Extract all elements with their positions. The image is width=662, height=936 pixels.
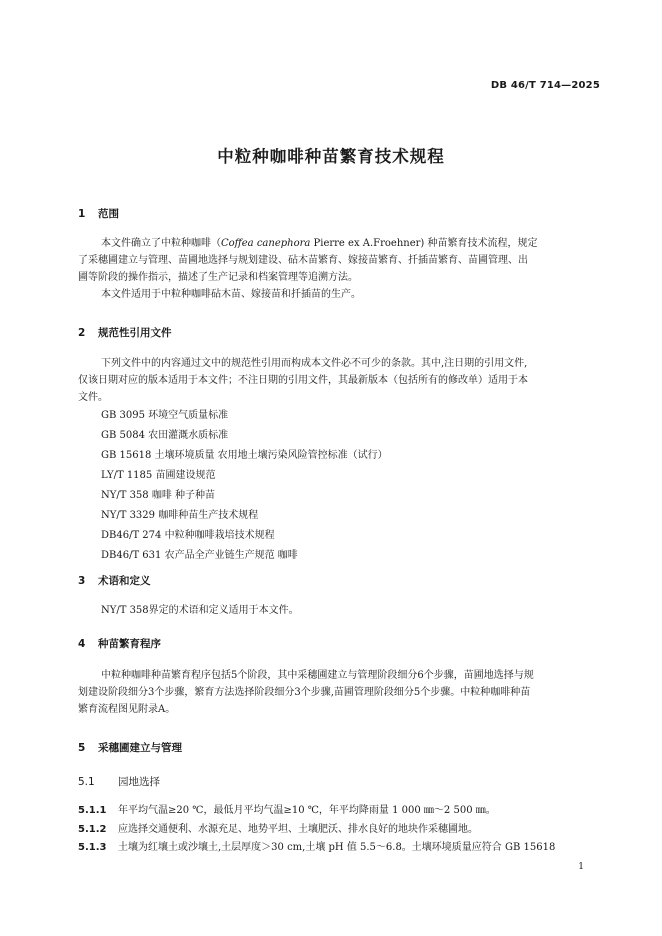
section-number: 1 [78,208,86,220]
reference-item: GB 3095 环境空气质量标准 [101,410,229,421]
section-title: 范围 [98,208,119,220]
subsection-5-1-heading [78,774,160,789]
text-run: Pierre ex A.Froehner) 种苗繁育技术流程，规定 [310,238,538,249]
reference-item: DB46/T 631 农产品全产业链生产规范 咖啡 [101,550,298,561]
species-name: Coffea canephora [221,238,311,249]
paragraph-line: 繁育流程图见附录A。 [78,704,176,715]
clause-item [78,838,555,853]
text-run: 本文件确立了中粒种咖啡（ [101,238,221,249]
paragraph-line: 圃等阶段的操作指示，描述了生产记录和档案管理等追溯方法。 [78,272,358,283]
paragraph-line: 仅该日期对应的版本适用于本文件；不注日期的引用文件，其最新版本（包括所有的修改单）适用于本 [78,375,528,386]
section-4-heading [78,636,161,651]
document-code: DB 46/T 714—2025 [490,80,600,91]
page-number: 1 [578,862,584,872]
paragraph-line: 文件。 [78,392,108,403]
clause-text: 年平均气温≥20 ℃，最低月平均气温≥10 ℃，年平均降雨量 1 000 ㎜～2 500 ㎜。 [118,805,496,816]
section-5-heading [78,740,182,755]
reference-item: GB 15618 土壤环境质量 农用地土壤污染风险管控标准（试行） [101,450,388,461]
section-number: 4 [78,638,86,650]
paragraph-line: NY/T 358界定的术语和定义适用于本文件。 [101,605,299,616]
subsection-title: 园地选择 [118,776,160,788]
section-3-heading [78,573,151,588]
reference-item: LY/T 1185 苗圃建设规范 [101,470,216,481]
reference-item: NY/T 3329 咖啡种苗生产技术规程 [101,510,259,521]
paragraph-line [101,235,621,252]
section-number: 2 [78,327,86,339]
clause-text: 土壤为红壤土或沙壤土,土层厚度＞30 cm,土壤 pH 值 5.5～6.8。土壤环境质量应符合 GB 15618 [118,842,556,853]
section-title: 采穗圃建立与管理 [98,742,182,754]
clause-number: 5.1.2 [78,824,107,835]
clause-number: 5.1.3 [78,842,107,853]
section-1-heading [78,206,119,221]
section-2-heading [78,325,172,340]
document-title: 中粒种咖啡种苗繁育技术规程 [217,147,445,166]
reference-item: DB46/T 274 中粒种咖啡栽培技术规程 [101,530,275,541]
paragraph-line: 下列文件中的内容通过文中的规范性引用而构成本文件必不可少的条款。其中,注日期的引用文件, [101,358,528,369]
clause-number: 5.1.1 [78,805,107,816]
clause-item [78,801,496,816]
paragraph-line: 划建设阶段细分3个步骤，繁育方法选择阶段细分3个步骤,苗圃管理阶段细分5个步骤。中粒种咖啡种苗 [78,687,531,698]
section-title: 术语和定义 [98,575,151,587]
reference-item: GB 5084 农田灌溉水质标准 [101,430,229,441]
section-title: 种苗繁育程序 [98,638,161,650]
reference-item: NY/T 358 咖啡 种子种苗 [101,490,216,501]
section-number: 3 [78,575,86,587]
section-number: 5 [78,742,86,754]
subsection-number: 5.1 [78,776,95,788]
clause-item [78,820,478,835]
paragraph-line: 本文件适用于中粒种咖啡砧木苗、嫁接苗和扦插苗的生产。 [101,289,361,300]
paragraph-line: 了采穗圃建立与管理、苗圃地选择与规划建设、砧木苗繁育、嫁接苗繁育、扦插苗繁育、苗圃管理、出 [78,255,528,266]
paragraph-line: 中粒种咖啡种苗繁育程序包括5个阶段，其中采穗圃建立与管理阶段细分6个步骤，苗圃地选择与规 [101,670,534,681]
clause-text: 应选择交通便利、水源充足、地势平坦、土壤肥沃、排水良好的地块作采穗圃地。 [118,824,478,835]
section-title: 规范性引用文件 [98,327,172,339]
